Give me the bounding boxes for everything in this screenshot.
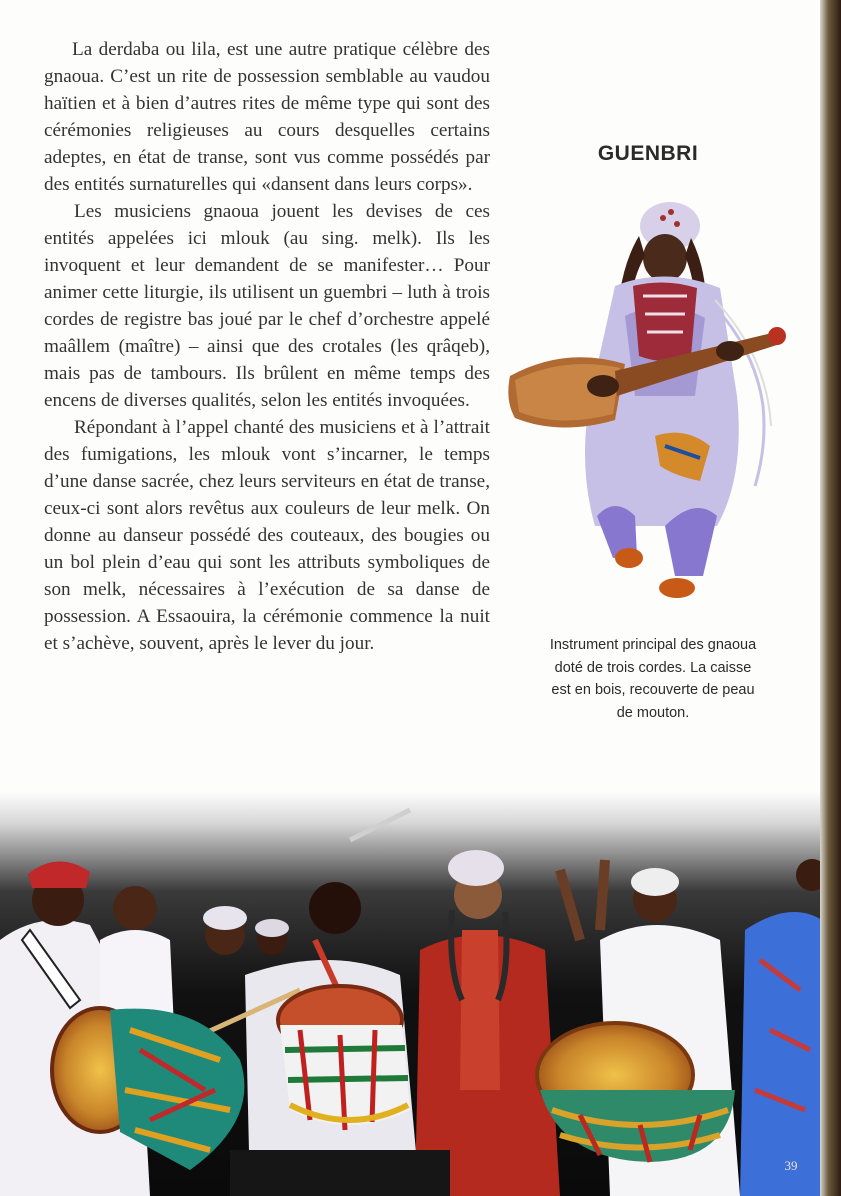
guenbri-musician-photo: [505, 196, 790, 606]
sidebar-title: GUENBRI: [597, 142, 699, 165]
sidebar-caption: Instrument principal des gnaoua doté de trois cordes. La caisse est en bois, recouverte de peau de mouton.: [549, 637, 757, 721]
drum-center: [278, 986, 410, 1130]
paragraph-3: Répondant à l’appel chanté des musiciens et à l’attrait des fumigations, les mlouk vont s’incarner, le temps d’une danse sacrée, chez leurs serviteurs en état de transe, ceux-ci sont alors revêtus aux couleurs de leur melk. On donne au danseur possédé des couteaux, des bougies ou un bol plein d’eau qui sont les attributs symboliques de son melk, nécessaires à l’exécution de sa danse de possession. A Essaouira, la cérémonie commence la nuit et s’achève, souvent, après le lever du jour.: [44, 417, 490, 654]
article-body: [44, 36, 490, 657]
book-spine-edge: [820, 0, 841, 1196]
gnaoua-musicians-photo: [0, 790, 822, 1196]
page-number: 39: [784, 1158, 798, 1173]
paragraph-2: Les musiciens gnaoua jouent les devises de ces entités appelées ici mlouk (au sing. melk). Ils les invoquent et leur demandent de se manifester… Pour animer cette liturgie, ils utilisent un guembri – luth à trois cordes de registre bas joué par le chef d’orchestre appelé maâllem (maître) – ainsi que des crotales (les qrâqeb), mais pas de tambours. Ils brûlent en même temps des encens de diverses qualités, selon les entités invoquées.: [44, 201, 490, 411]
paragraph-1: La derdaba ou lila, est une autre pratique célèbre des gnaoua. C’est un rite de possession semblable au vaudou haïtien et à bien d’autres rites de même type qui sont des cérémonies religieuses au cours desquelles certains adeptes, en état de transe, sont vus comme possédés par des entités surnaturelles qui «dansent dans leurs corps».: [44, 39, 490, 195]
